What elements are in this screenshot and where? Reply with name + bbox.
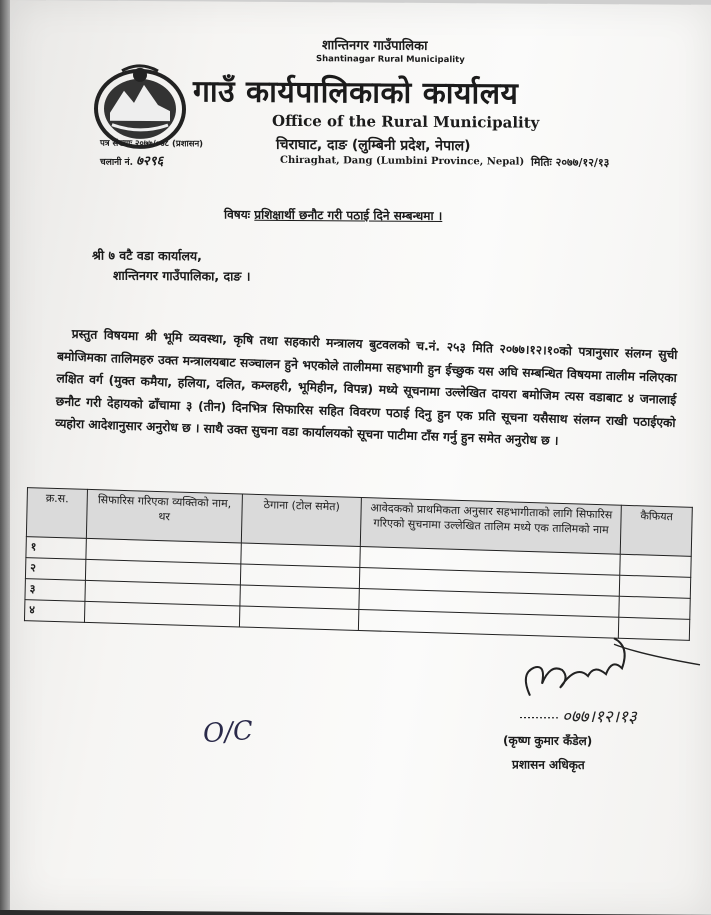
recipient-line-1: श्री ७ वटै वडा कार्यालय, — [92, 247, 202, 264]
office-title-nepali: गाउँ कार्यपालिकाको कार्यालय — [193, 74, 519, 112]
header-name: सिफारिस गरिएका व्यक्तिको नाम, थर — [86, 489, 242, 543]
dispatch-value-handwritten: ७२९६ — [136, 153, 164, 170]
subject-label: विषयः — [224, 207, 251, 222]
header-training: आवेदकको प्राथमिकता अनुसार सहभागीताको लागि सिफारिस गरिएको सुचनामा उल्लेखित तालिम मध्ये एक तालिमको नाम — [361, 498, 622, 555]
row-serial: ४ — [24, 600, 84, 623]
letter-body — [55, 322, 678, 457]
municipality-name-english: Shantinagar Rural Municipality — [316, 54, 465, 66]
header-remarks: कैफियत — [620, 505, 692, 556]
row-serial: २ — [25, 558, 85, 581]
address-english: Chiraghat, Dang (Lumbini Province, Nepal) — [280, 154, 525, 168]
row-serial: १ — [26, 537, 86, 560]
address-nepali: चिराघाट, दाङ (लुम्बिनी प्रदेश, नेपाल) — [276, 136, 471, 155]
municipality-name-nepali: शान्तिनगर गाउँपालिका — [322, 38, 428, 54]
recommendation-table — [24, 487, 693, 641]
dispatch-number — [100, 151, 163, 169]
letter-date: मितिः २०७७/१२/१३ — [531, 155, 610, 170]
header-serial: क्र.स. — [26, 488, 87, 539]
header-address: ठेगाना (टोल समेत) — [241, 494, 362, 547]
signatory-title: प्रशासन अधिकृत — [512, 757, 585, 773]
row-serial: ३ — [25, 579, 85, 602]
handwritten-signature — [490, 633, 711, 745]
signatory-name: (कृष्ण कुमार कँडेल) — [503, 733, 593, 749]
municipality-logo — [92, 61, 188, 150]
reference-number: पत्र संख्याः २०७७/०७८ (प्रशासन) — [100, 138, 204, 150]
letter-page — [10, 0, 711, 915]
office-title-english: Office of the Rural Municipality — [272, 111, 540, 132]
subject-text: प्रशिक्षार्थी छनौट गरी पठाई दिने सम्बन्धमा । — [254, 207, 443, 224]
subject-line — [224, 205, 442, 224]
dispatch-label: चलानी नं. — [100, 157, 134, 168]
handwritten-annotation: O/C — [202, 715, 254, 750]
signature-date: ०७७।१२।१३ — [562, 706, 637, 728]
body-paragraph: प्रस्तुत विषयमा श्री भूमि व्यवस्था, कृषि तथा सहकारी मन्त्रालय बुटवलको च.नं. २५३ मिति २०७७।१२।१०को पत्रानुसार संलग्न सुची बमोजिमका तालिमहरु उक्त मन्त्रालयबाट सञ्चालन हुने भएकोले तालीममा सहभागी हुन ईच्छुक यस अघि सम्बन्धित विषयमा तालीम नलिएका लक्षित वर्ग (मुक्त कमैया, हलिया, दलित, कम्लहरी, भूमिहीन, विपन्न) मध्ये सूचनामा उल्लेखित दायरा बमोजिम त्यस वडाबाट ४ जनालाई छनौट गरी देहायको ढाँचामा ३ (तीन) दिनभित्र सिफारिस सहित विवरण पठाई दिनु हुन एक प्रति सूचना यसैसाथ संलग्न राखी पठाईएको व्यहोरा आदेशानुसार अनुरोध छ । साथै उक्त सुचना वडा कार्यालयको सूचना पाटीमा टाँस गर्नु हुन समेत अनुरोध छ । — [54, 326, 678, 449]
recipient-line-2: शान्तिनगर गाउँपालिका, दाङ । — [113, 267, 251, 284]
